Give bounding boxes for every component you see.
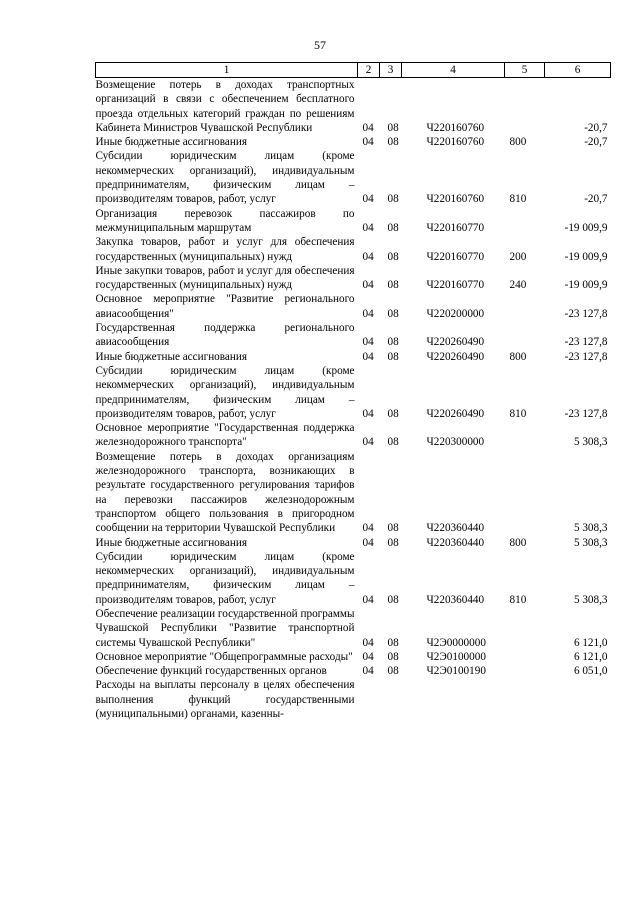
row-section: 04 bbox=[362, 650, 374, 663]
row-expense-type bbox=[505, 207, 545, 236]
row-expense-type bbox=[505, 664, 545, 678]
row-name: Субсидии юридическим лицам (кроме некоммерческих организаций), индивидуальным предпринимателям, физическим лицам – производителям товаров, работ, услуг bbox=[95, 550, 355, 606]
row-amount: 5 308,3 bbox=[573, 436, 608, 449]
row-expense-type: 200 bbox=[509, 250, 527, 263]
row-amount: 5 308,3 bbox=[573, 536, 608, 549]
row-section: 04 bbox=[362, 193, 374, 206]
row-section: 04 bbox=[362, 536, 374, 549]
row-section: 04 bbox=[362, 665, 374, 678]
row-amount: -20,7 bbox=[584, 121, 608, 134]
table-row bbox=[96, 264, 611, 293]
row-subsection: 08 bbox=[387, 336, 399, 349]
row-subsection: 08 bbox=[387, 136, 399, 149]
row-target-code: Ч220360440 bbox=[426, 536, 485, 549]
row-target-code: Ч220160770 bbox=[426, 279, 485, 292]
table-row bbox=[96, 607, 611, 650]
header-cell-4: 4 bbox=[402, 63, 505, 78]
row-section: 04 bbox=[362, 279, 374, 292]
row-target-code: Ч220200000 bbox=[426, 307, 485, 320]
row-amount: 6 051,0 bbox=[573, 665, 608, 678]
row-name: Возмещение потерь в доходах транспортных организаций в связи с обеспечением бесплатного проезда отдельных категорий граждан по решениям Кабинета Министров Чувашской Республики bbox=[95, 79, 355, 134]
row-expense-type: 800 bbox=[509, 350, 527, 363]
row-name: Обеспечение реализации государственной программы Чувашской Республики "Развитие транспортной системы Чувашской Республики" bbox=[95, 607, 355, 649]
table-row bbox=[96, 536, 611, 550]
row-subsection: 08 bbox=[387, 221, 399, 234]
row-subsection: 08 bbox=[387, 636, 399, 649]
row-name: Организация перевозок пассажиров по межмуниципальным маршрутам bbox=[95, 207, 355, 234]
page-number: 57 bbox=[314, 38, 326, 52]
row-subsection: 08 bbox=[387, 650, 399, 663]
row-amount: -19 009,9 bbox=[564, 279, 608, 292]
row-amount: -20,7 bbox=[584, 136, 608, 149]
row-amount: -20,7 bbox=[584, 193, 608, 206]
row-section: 04 bbox=[362, 221, 374, 234]
row-name: Основное мероприятие "Общепрограммные расходы" bbox=[95, 650, 353, 663]
table-header-row bbox=[96, 63, 611, 78]
header-cell-1: 1 bbox=[96, 63, 358, 78]
row-target-code: Ч220260490 bbox=[426, 350, 485, 363]
row-amount bbox=[545, 678, 611, 721]
row-subsection: 08 bbox=[387, 279, 399, 292]
row-name: Обеспечение функций государственных органов bbox=[95, 665, 327, 678]
row-subsection: 08 bbox=[387, 193, 399, 206]
row-subsection: 08 bbox=[387, 536, 399, 549]
row-expense-type: 800 bbox=[509, 136, 527, 149]
row-subsection: 08 bbox=[387, 350, 399, 363]
budget-table bbox=[95, 62, 611, 721]
row-name: Субсидии юридическим лицам (кроме некоммерческих организаций), индивидуальным предпринимателям, физическим лицам – производителям товаров, работ, услуг bbox=[95, 364, 355, 420]
row-subsection: 08 bbox=[387, 593, 399, 606]
row-expense-type bbox=[505, 678, 545, 721]
row-name: Иные закупки товаров, работ и услуг для обеспечения государственных (муниципальных) нужд bbox=[95, 264, 355, 292]
row-target-code: Ч220260490 bbox=[426, 407, 485, 420]
row-section: 04 bbox=[362, 307, 374, 320]
table-row bbox=[96, 450, 611, 536]
row-amount: -23 127,8 bbox=[564, 407, 608, 420]
row-expense-type: 240 bbox=[509, 279, 527, 292]
table-row bbox=[96, 78, 611, 136]
header-cell-6: 6 bbox=[545, 63, 611, 78]
row-expense-type bbox=[505, 421, 545, 450]
row-amount: -19 009,9 bbox=[564, 221, 608, 234]
row-amount: 5 308,3 bbox=[573, 522, 608, 535]
row-name: Основное мероприятие "Развитие регионального авиасообщения" bbox=[95, 293, 355, 320]
row-expense-type bbox=[505, 450, 545, 536]
row-amount: -23 127,8 bbox=[564, 336, 608, 349]
table-row bbox=[96, 678, 611, 721]
row-amount: -23 127,8 bbox=[564, 350, 608, 363]
row-subsection bbox=[380, 678, 402, 721]
row-amount: 6 121,0 bbox=[573, 650, 608, 663]
row-subsection: 08 bbox=[387, 665, 399, 678]
row-name: Иные бюджетные ассигнования bbox=[95, 536, 247, 549]
header-cell-3: 3 bbox=[380, 63, 402, 78]
row-target-code: Ч220160770 bbox=[426, 250, 485, 263]
row-section: 04 bbox=[362, 121, 374, 134]
row-target-code: Ч220160760 bbox=[426, 121, 485, 134]
row-target-code: Ч220160770 bbox=[426, 221, 485, 234]
row-target-code: Ч2Э0100190 bbox=[426, 665, 486, 678]
row-name: Закупка товаров, работ и услуг для обеспечения государственных (муниципальных) нужд bbox=[95, 236, 355, 263]
row-expense-type: 800 bbox=[509, 536, 527, 549]
row-section: 04 bbox=[362, 136, 374, 149]
row-section: 04 bbox=[362, 593, 374, 606]
row-subsection: 08 bbox=[387, 407, 399, 420]
row-section: 04 bbox=[362, 407, 374, 420]
row-target-code: Ч220360440 bbox=[426, 522, 485, 535]
table-row bbox=[96, 650, 611, 664]
table-row bbox=[96, 235, 611, 264]
row-expense-type bbox=[505, 321, 545, 350]
row-name: Иные бюджетные ассигнования bbox=[95, 350, 247, 363]
row-target-code: Ч220360440 bbox=[426, 593, 485, 606]
row-expense-type bbox=[505, 650, 545, 664]
table-row bbox=[96, 149, 611, 206]
row-expense-type: 810 bbox=[509, 193, 527, 206]
header-cell-5: 5 bbox=[505, 63, 545, 78]
row-target-code: Ч220160760 bbox=[426, 193, 485, 206]
table-row bbox=[96, 207, 611, 236]
row-section bbox=[358, 678, 380, 721]
row-target-code: Ч220260490 bbox=[426, 336, 485, 349]
row-amount: 6 121,0 bbox=[573, 636, 608, 649]
row-subsection: 08 bbox=[387, 250, 399, 263]
row-name: Расходы на выплаты персоналу в целях обеспечения выполнения функций государственными (муниципальными) органами, казенны- bbox=[95, 679, 355, 721]
row-subsection: 08 bbox=[387, 307, 399, 320]
row-expense-type: 810 bbox=[509, 407, 527, 420]
row-section: 04 bbox=[362, 436, 374, 449]
row-expense-type bbox=[505, 78, 545, 136]
table-row bbox=[96, 364, 611, 421]
row-name: Иные бюджетные ассигнования bbox=[95, 136, 247, 149]
row-amount: -23 127,8 bbox=[564, 307, 608, 320]
row-subsection: 08 bbox=[387, 121, 399, 134]
row-expense-type bbox=[505, 607, 545, 650]
table-row bbox=[96, 135, 611, 149]
row-expense-type bbox=[505, 292, 545, 321]
table-row bbox=[96, 350, 611, 364]
row-section: 04 bbox=[362, 336, 374, 349]
row-amount: 5 308,3 bbox=[573, 593, 608, 606]
row-amount: -19 009,9 bbox=[564, 250, 608, 263]
row-subsection: 08 bbox=[387, 436, 399, 449]
row-section: 04 bbox=[362, 250, 374, 263]
row-name: Субсидии юридическим лицам (кроме некоммерческих организаций), индивидуальным предпринимателям, физическим лицам – производителям товаров, работ, услуг bbox=[95, 150, 355, 206]
row-target-code: Ч2Э0100000 bbox=[426, 650, 486, 663]
table-row bbox=[96, 664, 611, 678]
row-section: 04 bbox=[362, 350, 374, 363]
row-target-code: Ч220160760 bbox=[426, 136, 485, 149]
header-cell-2: 2 bbox=[358, 63, 380, 78]
row-name: Возмещение потерь в доходах организациям железнодорожного транспорта, возникающих в результате государственного регулирования тарифов на перевозки пассажиров железнодорожным транспортом общего пользования в пригородном сообщении на территории Чувашской Республики bbox=[95, 450, 355, 535]
row-name: Государственная поддержка регионального авиасообщения bbox=[95, 322, 355, 349]
row-target-code: Ч220300000 bbox=[426, 436, 485, 449]
table-row bbox=[96, 321, 611, 350]
row-expense-type: 810 bbox=[509, 593, 527, 606]
row-section: 04 bbox=[362, 522, 374, 535]
row-name: Основное мероприятие "Государственная поддержка железнодорожного транспорта" bbox=[95, 422, 355, 449]
row-target-code bbox=[402, 678, 505, 721]
table-row bbox=[96, 292, 611, 321]
row-target-code: Ч2Э0000000 bbox=[426, 636, 486, 649]
row-section: 04 bbox=[362, 636, 374, 649]
row-subsection: 08 bbox=[387, 522, 399, 535]
table-row bbox=[96, 550, 611, 607]
table-row bbox=[96, 421, 611, 450]
